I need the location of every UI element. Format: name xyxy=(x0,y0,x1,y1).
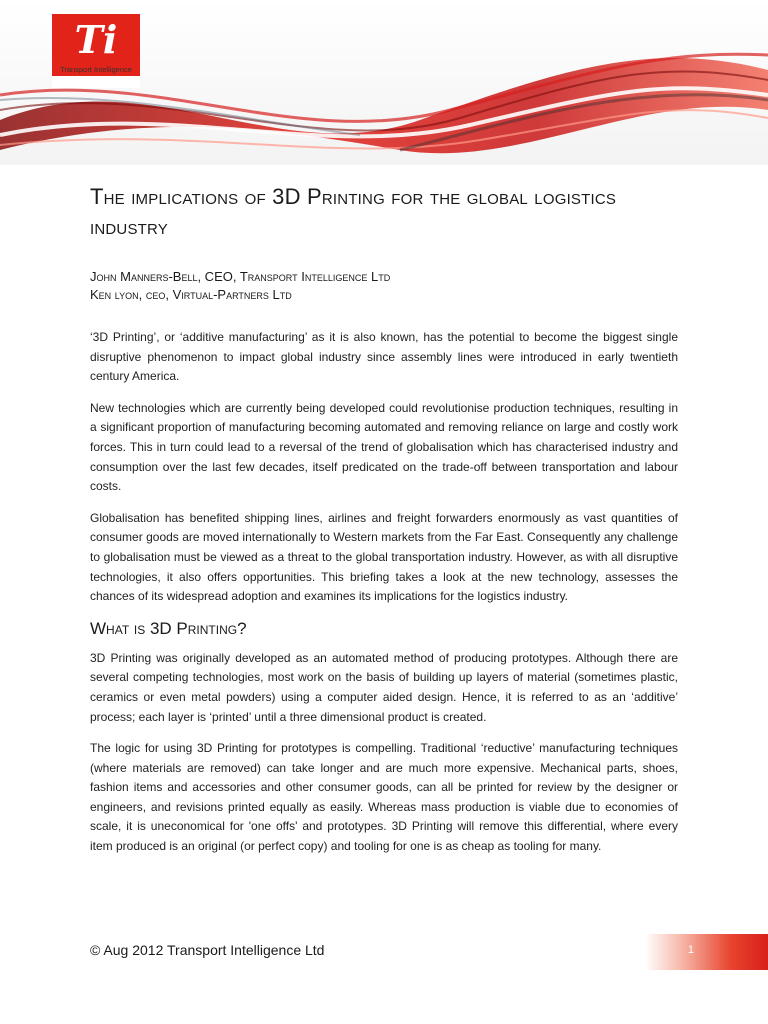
body-paragraph: ‘3D Printing’, or ‘additive manufacturing’ as it is also known, has the potential to become the biggest single disruptive phenomenon to impact global industry since assembly lines were introduced in early twentieth century America. xyxy=(90,330,678,384)
author-line: Ken lyon, ceo, Virtual-Partners Ltd xyxy=(90,287,292,302)
author-line: John Manners-Bell, CEO, Transport Intelligence Ltd xyxy=(90,269,391,284)
page-number: 1 xyxy=(687,944,694,956)
footer-copyright: © Aug 2012 Transport Intelligence Ltd xyxy=(90,942,325,958)
document-body xyxy=(90,182,678,869)
header-banner xyxy=(0,0,768,165)
author-list xyxy=(90,268,678,304)
body-paragraph: 3D Printing was originally developed as an automated method of producing prototypes. Although there are several competing technologies, most work on the basis of building up layers of material (sometimes plastic, ceramics or even metal powders) using a computer aided design. Hence, it is referred to as an ‘additive’ process; each layer is ‘printed’ until a three dimensional product is created. xyxy=(90,650,678,724)
body-paragraph: New technologies which are currently being developed could revolutionise production techniques, resulting in a significant proportion of manufacturing becoming automated and removing reliance on large and costly work forces. This in turn could lead to a reversal of the trend of globalisation which has characterised industry and consumption over the last few decades, itself predicated on the trade-off between transportation and labour costs. xyxy=(90,400,678,494)
document-title: The implications of 3D Printing for the global logistics industry xyxy=(90,184,617,239)
page-number-bar xyxy=(645,934,768,970)
logo-mark: Ti xyxy=(74,17,118,62)
body-paragraph: The logic for using 3D Printing for prototypes is compelling. Traditional ‘reductive’ manufacturing techniques (where materials are removed) can take longer and are much more expensive. Mechanical parts, shoes, fashion items and accessories and other consumer goods, can all be printed for review by the designer or engineers, and revisions printed equally as easily. Whereas mass production is viable due to economies of scale, it is uneconomical for 'one offs' and prototypes. 3D Printing will remove this differential, where every item produced is an original (or perfect copy) and tooling for one is as cheap as tooling for many. xyxy=(90,741,678,854)
logo-subtitle: Transport Intelligence xyxy=(60,65,132,74)
company-logo xyxy=(52,14,140,88)
section-heading: What is 3D Printing? xyxy=(90,618,247,638)
body-paragraph: Globalisation has benefited shipping lines, airlines and freight forwarders enormously as vast quantities of consumer goods are moved internationally to Western markets from the Far East. Consequently any challenge to globalisation must be viewed as a threat to the global transportation industry. However, as with all disruptive technologies, it also offers opportunities. This briefing takes a look at the new technology, assesses the chances of its widespread adoption and examines its implications for the logistics industry. xyxy=(90,510,678,604)
